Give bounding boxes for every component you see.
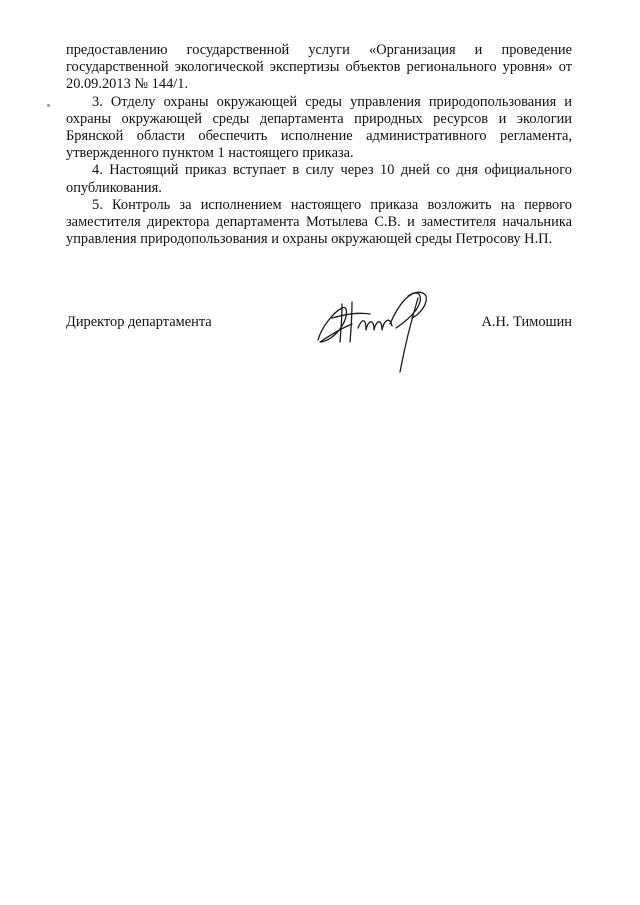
scan-speck <box>47 104 50 107</box>
paragraph-continuation: предоставлению государственной услуги «Организация и проведение государственной экологической экспертизы объектов регионального уровня» от 20.09.2013 № 144/1. <box>66 42 572 93</box>
signatory-title: Директор департамента <box>66 314 212 330</box>
paragraph-3: 3. Отделу охраны окружающей среды управления природопользования и охраны окружающей среды департамента природных ресурсов и экологии Брянской области обеспечить исполнение административного регламента, утвержденного пунктом 1 настоящего приказа. <box>66 93 572 162</box>
document-body <box>66 42 572 248</box>
paragraph-5: 5. Контроль за исполнением настоящего приказа возложить на первого заместителя директора департамента Мотылева С.В. и заместителя начальника управления природопользования и охраны окружающей среды Петросову Н.П. <box>66 196 572 248</box>
signatory-name: А.Н. Тимошин <box>481 314 572 330</box>
handwritten-signature <box>312 284 442 376</box>
paragraph-4: 4. Настоящий приказ вступает в силу через 10 дней со дня официального опубликования. <box>66 162 572 196</box>
